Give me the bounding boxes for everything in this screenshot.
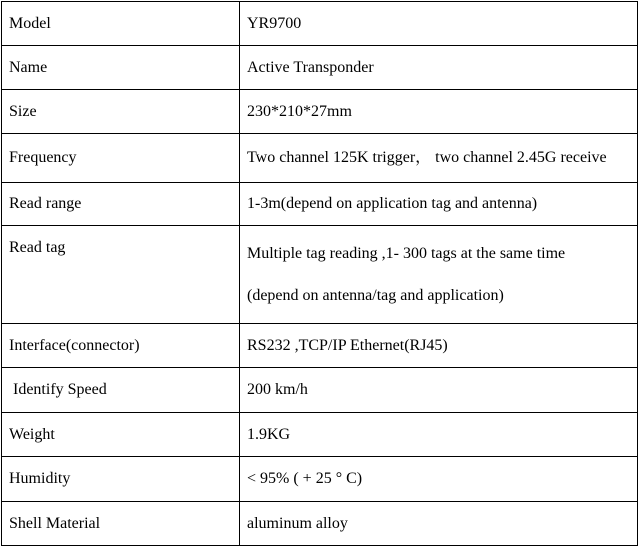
spec-value: 230*210*27mm xyxy=(240,90,638,134)
table-row xyxy=(2,368,638,413)
spec-value: 1-3m(depend on application tag and antenna) xyxy=(240,183,638,226)
spec-value-line: (depend on antenna/tag and application) xyxy=(247,286,504,304)
table-row xyxy=(2,502,638,546)
spec-label: Identify Speed xyxy=(13,381,107,398)
spec-value: 1.9KG xyxy=(240,413,638,457)
spec-value: RS232 ,TCP/IP Ethernet(RJ45) xyxy=(240,324,638,368)
table-row xyxy=(2,413,638,457)
spec-value: Active Transponder xyxy=(240,46,638,90)
spec-value: < 95% ( + 25 ° C) xyxy=(240,457,638,502)
spec-value: Two channel 125K trigger， two channel 2.45G receive xyxy=(240,134,638,183)
table-row xyxy=(2,90,638,134)
table-row xyxy=(2,134,638,183)
spec-label: Model xyxy=(2,2,240,46)
table-row xyxy=(2,183,638,226)
spec-value: 200 km/h xyxy=(240,368,638,413)
spec-label: Size xyxy=(2,90,240,134)
spec-label: Weight xyxy=(2,413,240,457)
table-row xyxy=(2,2,638,46)
spec-value: YR9700 xyxy=(240,2,638,46)
spec-label: Read tag xyxy=(2,226,240,324)
spec-value xyxy=(240,226,638,324)
spec-table xyxy=(1,1,638,546)
spec-value: aluminum alloy xyxy=(240,502,638,546)
table-row xyxy=(2,457,638,502)
spec-label: Interface(connector) xyxy=(2,324,240,368)
spec-label: Name xyxy=(2,46,240,90)
spec-label: Frequency xyxy=(2,134,240,183)
table-row xyxy=(2,226,638,324)
table-row xyxy=(2,46,638,90)
spec-label: Shell Material xyxy=(2,502,240,546)
spec-label: Read range xyxy=(2,183,240,226)
table-row xyxy=(2,324,638,368)
spec-label: Humidity xyxy=(2,457,240,502)
spec-label-cell xyxy=(2,368,240,413)
spec-value-line: Multiple tag reading ,1- 300 tags at the same time xyxy=(247,244,566,262)
